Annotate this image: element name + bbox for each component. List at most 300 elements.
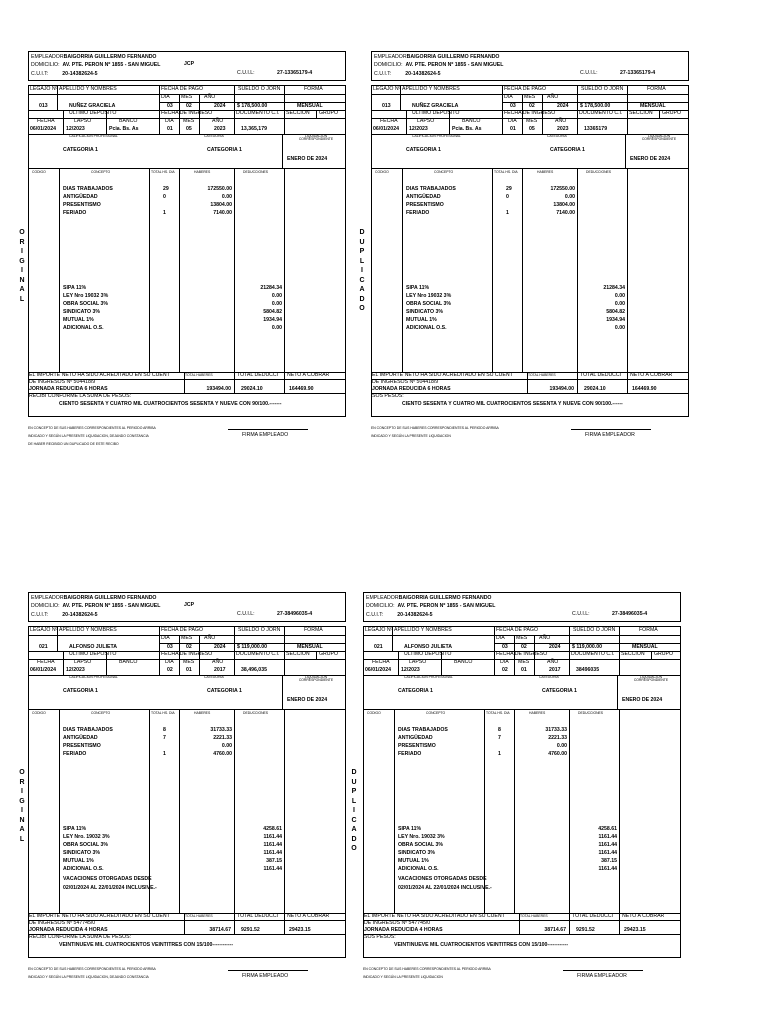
deduction-item: SIPA 11% — [398, 826, 422, 832]
domicilio-value: AV. PTE. PERON Nº 1855 - SAN MIGUEL — [62, 62, 161, 68]
copy-label-letter: D — [351, 769, 357, 776]
ingresos-label: DE INGRESOS Nº 547745/0 — [29, 920, 96, 926]
cuit-value: 20-14382624-5 — [62, 71, 98, 77]
categoria-1: CATEGORIA 1 — [398, 688, 433, 694]
neto-cobrar-label: NETO A COBRAR — [287, 913, 330, 919]
pago-mes: 02 — [186, 103, 192, 109]
cuil-value: 27-13365179-4 — [277, 70, 313, 76]
vacaciones-line-1: VACACIONES OTORGADAS DESDE — [398, 876, 487, 882]
neto-value: 29423.15 — [289, 927, 311, 933]
calificacion-label: CALIFICACION PROFESIONAL — [69, 675, 118, 679]
calificacion-label: CALIFICACION PROFESIONAL — [412, 134, 461, 138]
deduction-item: MUTUAL 1% — [398, 858, 429, 864]
total-hs-value: 1 — [163, 751, 166, 757]
anio-label: AÑO — [212, 118, 224, 124]
cuil-label: C.U.I.L: — [237, 611, 255, 617]
deduction-value: 1161.44 — [598, 834, 617, 840]
deduction-value: 0.00 — [271, 325, 282, 331]
rule-line — [522, 94, 523, 110]
haberes-value: 172550.00 — [550, 186, 575, 192]
rule-line — [59, 709, 60, 913]
ingreso-dia: 01 — [510, 126, 516, 132]
firma-label: FIRMA EMPLEADO — [242, 973, 289, 979]
concepto-item: DIAS TRABAJADOS — [406, 186, 456, 192]
cuil-label: C.U.I.L: — [580, 70, 598, 76]
rule-line — [569, 627, 570, 675]
documento-value: 13,365,179 — [241, 126, 267, 132]
copy-label-letter: G — [19, 797, 25, 805]
concepto-item: ANTIGÜEDAD — [63, 194, 98, 200]
payroll-grid — [28, 626, 346, 958]
employer-line — [366, 595, 491, 601]
rule-line — [394, 709, 395, 913]
haberes-value: 0.00 — [221, 194, 232, 200]
rule-line — [569, 709, 570, 934]
employer-label: EMPLEADOR — [366, 595, 399, 601]
fecha-pago-label: FECHA DE PAGO — [161, 627, 203, 633]
deduction-value: 387.15 — [601, 858, 617, 864]
documento-label: DOCUMENTO C.I. — [236, 651, 280, 657]
sueldo-value: $ 178,500.00 — [237, 103, 268, 109]
total-deduc-label: TOTAL DEDUCCI — [572, 913, 614, 919]
legajo-label: LEGAJO Nº — [373, 86, 401, 92]
cuit-value: 20-14382624-5 — [397, 612, 433, 618]
liquidacion-label: LIQUIDACION CORRESPONDIENTE — [641, 134, 677, 142]
haberes-value: 13804.00 — [553, 202, 575, 208]
rule-line — [284, 86, 285, 134]
forma-value: MENSUAL — [640, 103, 666, 109]
cuit-label: C.U.I.T: — [31, 71, 49, 77]
haberes-value: 4760.00 — [548, 751, 567, 757]
apellido-label: APELLIDO Y NOMBRES — [402, 86, 460, 92]
legajo-label: LEGAJO Nº — [30, 86, 58, 92]
apellido-label: APELLIDO Y NOMBRES — [59, 627, 117, 633]
cuit-label: C.U.I.T: — [31, 612, 49, 618]
cuit-line — [31, 71, 98, 77]
haberes-value: 0.00 — [221, 743, 232, 749]
deduction-item: LEY Nro. 19032 3% — [63, 834, 110, 840]
copy-label-letter: R — [19, 778, 25, 786]
haberes-value: 31733.33 — [545, 727, 567, 733]
codigo-header: CODIGO — [32, 711, 46, 715]
rule-line — [234, 709, 235, 934]
rule-line — [514, 709, 515, 913]
haberes-value: 2221.33 — [548, 735, 567, 741]
rule-line — [372, 168, 688, 169]
total-hs-header: TOTAL HS. DIA — [486, 711, 510, 715]
dia-label: DIA — [496, 635, 505, 641]
fecha-label: FECHA — [37, 659, 55, 665]
employee-name: NUÑEZ GRACIELA — [69, 103, 116, 109]
mes-label: MES — [181, 94, 193, 100]
mes-label: MES — [183, 659, 195, 665]
rule-line — [284, 168, 285, 393]
domicilio-value: AV. PTE. PERON Nº 1855 - SAN MIGUEL — [397, 603, 496, 609]
banco-label: BANCO — [454, 659, 473, 665]
jornada-label: JORNADA REDUCIDA 6 HORAS — [29, 386, 108, 392]
copy-label — [357, 228, 367, 314]
rule-line — [494, 627, 495, 675]
rule-line — [651, 651, 652, 659]
rule-line — [625, 134, 626, 168]
employer-header — [363, 592, 681, 622]
employer-line — [31, 54, 156, 60]
documento-value: 13365179 — [584, 126, 608, 132]
deduction-value: 4258.61 — [263, 826, 282, 832]
grupo-label: GRUPO — [654, 651, 674, 657]
employer-label: EMPLEADOR — [31, 595, 64, 601]
rule-line — [522, 168, 523, 372]
employer-line — [374, 54, 499, 60]
haberes-value: 172550.00 — [207, 186, 232, 192]
sueldo-value: $ 119,000.00 — [572, 644, 603, 650]
anio-label: AÑO — [204, 635, 216, 641]
ultimo-dep-label: ULTIMO DEPOSITO — [69, 110, 117, 116]
rule-line — [364, 934, 680, 935]
deduction-item: ADICIONAL O.S. — [398, 866, 439, 872]
haberes-value: 2221.33 — [213, 735, 232, 741]
ingreso-mes: 05 — [529, 126, 535, 132]
neto-value: 29423.15 — [624, 927, 646, 933]
lapso-label: LAPSO — [74, 118, 92, 124]
anio-label: AÑO — [212, 659, 224, 665]
documento-label: DOCUMENTO C.I. — [579, 110, 623, 116]
copy-label-letter: U — [359, 238, 365, 246]
rule-line — [406, 110, 407, 134]
categoria-1: CATEGORIA 1 — [406, 147, 441, 153]
rule-line — [617, 675, 618, 709]
forma-value: MENSUAL — [297, 103, 323, 109]
codigo-header: CODIGO — [375, 170, 389, 174]
suma-texto: VEINTINUEVE MIL CUATROCIENTOS VEINTITRES CON 15/100------------ — [59, 942, 234, 948]
receipt-2 — [371, 51, 689, 471]
pago-anio: 2024 — [557, 103, 569, 109]
total-deduc-label: TOTAL DEDUCCI — [237, 913, 279, 919]
grupo-label: GRUPO — [662, 110, 682, 116]
rule-line — [402, 168, 403, 372]
deduction-value: 0.00 — [271, 301, 282, 307]
deduction-value: 1161.44 — [263, 850, 282, 856]
rule-line — [627, 168, 628, 393]
total-hs-header: TOTAL HS. DIA — [151, 711, 175, 715]
legajo-value: 013 — [39, 103, 48, 109]
jornada-label: JORNADA REDUCIDA 4 HORAS — [29, 927, 108, 933]
dep-fecha: 06/01/2024 — [30, 667, 56, 673]
pago-mes: 02 — [529, 103, 535, 109]
total-haberes-value: 38714.67 — [209, 927, 231, 933]
categoria-label: CATEGORIA — [547, 134, 567, 138]
domicilio-line — [31, 603, 160, 609]
copy-label-letter: U — [351, 778, 357, 786]
rule-line — [29, 709, 345, 710]
neto-cobrar-label: NETO A COBRAR — [622, 913, 665, 919]
copy-label-letter: I — [21, 807, 23, 814]
categoria-2: CATEGORIA 1 — [207, 688, 242, 694]
rule-line — [316, 110, 317, 118]
dep-fecha: 06/01/2024 — [30, 126, 56, 132]
deduction-value: 0.00 — [271, 293, 282, 299]
legajo-label: LEGAJO Nº — [30, 627, 58, 633]
cuit-line — [374, 71, 441, 77]
rule-line — [149, 168, 150, 372]
copy-label-letter: L — [351, 797, 357, 805]
rule-line — [159, 86, 160, 134]
rule-line — [179, 709, 180, 913]
rule-line — [59, 168, 60, 372]
domicilio-line — [374, 62, 503, 68]
seccion-label: SECCION — [621, 651, 645, 657]
extra-code: JCP — [184, 61, 195, 67]
dep-banco: Pcia. Bs. As — [452, 126, 482, 132]
banco-label: BANCO — [462, 118, 481, 124]
domicilio-label: DOMICILIO: — [374, 62, 403, 68]
total-deduc-value: 9291.52 — [576, 927, 595, 933]
rule-line — [619, 709, 620, 934]
dep-lapso: 12/2023 — [66, 667, 85, 673]
total-hs-header: TOTAL HS. DIA — [151, 170, 175, 174]
rule-line — [577, 168, 578, 393]
deduction-value: 1161.44 — [263, 842, 282, 848]
total-haberes-value: 38714.67 — [544, 927, 566, 933]
deduction-value: 1161.44 — [263, 866, 282, 872]
deduction-value: 4258.61 — [598, 826, 617, 832]
concepto-item: PRESENTISMO — [63, 743, 101, 749]
fecha-label: FECHA — [372, 659, 390, 665]
total-hs-value: 8 — [498, 727, 501, 733]
employer-name: BAIGORRIA GUILLERMO FERNANDO — [398, 595, 492, 601]
rule-line — [284, 627, 285, 675]
documento-label: DOCUMENTO C.I. — [571, 651, 615, 657]
copy-label — [349, 768, 359, 854]
deduction-item: SINDICATO 3% — [406, 309, 443, 315]
total-deduc-label: TOTAL DEDUCCI — [237, 372, 279, 378]
jornada-label: JORNADA REDUCIDA 4 HORAS — [364, 927, 443, 933]
rule-line — [63, 651, 64, 675]
total-hs-value: 7 — [498, 735, 501, 741]
forma-label: FORMA — [639, 627, 658, 633]
rule-line — [659, 110, 660, 118]
pago-anio: 2024 — [214, 644, 226, 650]
recibi-label: SOS PESOS: — [364, 934, 396, 940]
total-hs-value: 0 — [506, 194, 509, 200]
rule-line — [502, 86, 503, 134]
concepto-header: CONCEPTO — [434, 170, 454, 174]
neto-label: EL IMPORTE NETO HA SIDO ACREDITADO EN SU CUENT — [372, 372, 513, 378]
pago-mes: 02 — [186, 644, 192, 650]
copy-label-letter: D — [351, 835, 357, 843]
liquidacion-label: LIQUIDACION CORRESPONDIENTE — [298, 675, 334, 683]
employer-name: BAIGORRIA GUILLERMO FERNANDO — [63, 54, 157, 60]
calificacion-label: CALIFICACION PROFESIONAL — [69, 134, 118, 138]
categoria-2: CATEGORIA 1 — [542, 688, 577, 694]
ingreso-dia: 01 — [167, 126, 173, 132]
anio-label: AÑO — [555, 118, 567, 124]
cuil-value: 27-38496035-4 — [612, 611, 648, 617]
deduction-item: LEY Nro. 19032 3% — [398, 834, 445, 840]
concepto-item: FERIADO — [406, 210, 430, 216]
ingreso-anio: 2023 — [214, 126, 226, 132]
lapso-label: LAPSO — [417, 118, 435, 124]
rule-line — [282, 134, 283, 168]
legajo-value: 013 — [382, 103, 391, 109]
footer-line-3: DE HABER RECIBIDO UN DUPLICADO DE ESTE RECIBO — [28, 442, 119, 446]
ultimo-dep-label: ULTIMO DEPOSITO — [412, 110, 460, 116]
pago-dia: 03 — [502, 644, 508, 650]
total-hs-header: TOTAL HS. DIA — [494, 170, 518, 174]
dep-banco: Pcia. Bs. As — [109, 126, 139, 132]
deduction-value: 1934.94 — [606, 317, 625, 323]
ingreso-dia: 02 — [167, 667, 173, 673]
rule-line — [364, 709, 680, 710]
total-deduc-value: 29024.10 — [241, 386, 263, 392]
copy-label-letter: P — [359, 248, 365, 255]
haberes-value: 0.00 — [564, 194, 575, 200]
footer-line-1: EN CONCEPTO DE SUS HABERES CORRESPONDIENTES AL PERIODO ARRIBA — [28, 426, 156, 430]
domicilio-line — [31, 62, 160, 68]
dia-label: DIA — [161, 94, 170, 100]
legajo-value: 021 — [39, 644, 48, 650]
domicilio-label: DOMICILIO: — [366, 603, 395, 609]
firma-label: FIRMA EMPLEADOR — [577, 973, 627, 979]
deduction-item: OBRA SOCIAL 3% — [398, 842, 443, 848]
domicilio-label: DOMICILIO: — [31, 62, 60, 68]
copy-label-letter: L — [19, 835, 25, 843]
forma-label: FORMA — [304, 86, 323, 92]
receipt-1 — [28, 51, 346, 471]
documento-label: DOCUMENTO C.I. — [236, 110, 280, 116]
employer-line — [31, 595, 156, 601]
copy-label-letter: D — [359, 229, 365, 236]
forma-label: FORMA — [304, 627, 323, 633]
dia-label: DIA — [165, 659, 174, 665]
deduction-item: ADICIONAL O.S. — [406, 325, 447, 331]
sueldo-label: SUELDO O JORN — [238, 86, 281, 92]
haberes-header: HABERES — [194, 170, 211, 174]
categoria-1: CATEGORIA 1 — [63, 147, 98, 153]
haberes-header: HABERES — [537, 170, 554, 174]
copy-label-letter: I — [21, 267, 23, 274]
deduction-value: 1161.44 — [598, 842, 617, 848]
mes-label: MES — [181, 635, 193, 641]
copy-label-letter: D — [359, 295, 365, 303]
rule-line — [484, 709, 485, 913]
payroll-grid — [363, 626, 681, 958]
legajo-value: 021 — [374, 644, 383, 650]
concepto-header: CONCEPTO — [426, 711, 446, 715]
ingreso-mes: 05 — [186, 126, 192, 132]
rule-line — [199, 635, 200, 651]
copy-label — [17, 768, 27, 844]
documento-value: 38,496,035 — [241, 667, 267, 673]
copy-label-letter: O — [359, 305, 365, 312]
banco-label: BANCO — [119, 659, 138, 665]
fecha-ingreso-label: FECHA DE INGRESO — [504, 110, 556, 116]
total-deduc-value: 9291.52 — [241, 927, 260, 933]
copy-label-letter: C — [351, 816, 357, 824]
deduction-item: ADICIONAL O.S. — [63, 325, 104, 331]
dep-fecha: 06/01/2024 — [365, 667, 391, 673]
concepto-item: DIAS TRABAJADOS — [398, 727, 448, 733]
categoria-2: CATEGORIA 1 — [550, 147, 585, 153]
total-haberes-label: TOTAL HABERES — [520, 914, 548, 918]
apellido-label: APELLIDO Y NOMBRES — [59, 86, 117, 92]
footer-line-1: EN CONCEPTO DE SUS HABERES CORRESPONDIENTES AL PERIODO ARRIBA — [28, 967, 156, 971]
copy-label-letter: L — [19, 295, 25, 303]
domicilio-value: AV. PTE. PERON Nº 1855 - SAN MIGUEL — [405, 62, 504, 68]
footer-line-1: EN CONCEPTO DE SUS HABERES CORRESPONDIENTES AL PERIODO ARRIBA — [363, 967, 491, 971]
dep-lapso: 12/2023 — [409, 126, 428, 132]
deduction-value: 1934.94 — [263, 317, 282, 323]
ingreso-mes: 01 — [186, 667, 192, 673]
fecha-label: FECHA — [37, 118, 55, 124]
employee-name: ALFONSO JULIETA — [69, 644, 118, 650]
ingreso-anio: 2017 — [549, 667, 561, 673]
cuil-value: 27-38496035-4 — [277, 611, 313, 617]
fecha-pago-label: FECHA DE PAGO — [496, 627, 538, 633]
deduction-item: SINDICATO 3% — [63, 309, 100, 315]
copy-label-letter: C — [359, 276, 365, 284]
seccion-label: SECCION — [286, 110, 310, 116]
total-hs-value: 1 — [506, 210, 509, 216]
receipt-4 — [363, 592, 681, 1012]
deducciones-header: DEDUCCIONES — [586, 170, 612, 174]
haberes-value: 0.00 — [556, 743, 567, 749]
anio-label: AÑO — [539, 635, 551, 641]
vacaciones-line-2: 02/01/2024 AL 22/01/2024 INCLUSIVE.- — [63, 885, 157, 891]
grupo-label: GRUPO — [319, 651, 339, 657]
employee-name: NUÑEZ GRACIELA — [412, 103, 459, 109]
copy-label-letter: R — [19, 238, 25, 246]
rule-line — [534, 635, 535, 651]
domicilio-label: DOMICILIO: — [31, 603, 60, 609]
recibi-label: SOS PESOS: — [372, 393, 404, 399]
sueldo-label: SUELDO O JORN — [581, 86, 624, 92]
concepto-header: CONCEPTO — [91, 170, 111, 174]
cuit-line — [366, 612, 433, 618]
anio-label: AÑO — [547, 659, 559, 665]
rule-line — [234, 86, 235, 134]
deduction-value: 1161.44 — [598, 850, 617, 856]
forma-value: MENSUAL — [632, 644, 658, 650]
deduction-item: SINDICATO 3% — [63, 850, 100, 856]
mes-label: MES — [518, 659, 530, 665]
deduction-item: OBRA SOCIAL 3% — [63, 301, 108, 307]
total-hs-value: 29 — [163, 186, 169, 192]
firma-line — [571, 429, 651, 430]
copy-label-letter: N — [19, 276, 25, 284]
pago-dia: 03 — [167, 644, 173, 650]
cuit-label: C.U.I.T: — [366, 612, 384, 618]
concepto-item: FERIADO — [398, 751, 422, 757]
fecha-pago-label: FECHA DE PAGO — [161, 86, 203, 92]
dep-lapso: 12/2023 — [401, 667, 420, 673]
copy-label-letter: A — [351, 826, 357, 833]
mes-label: MES — [183, 118, 195, 124]
fecha-pago-label: FECHA DE PAGO — [504, 86, 546, 92]
deduction-item: LEY Nro 19032 3% — [406, 293, 452, 299]
cuit-value: 20-14382624-5 — [405, 71, 441, 77]
neto-value: 164469.90 — [632, 386, 657, 392]
rule-line — [398, 651, 399, 675]
mes-label: MES — [524, 94, 536, 100]
copy-label-letter: N — [19, 816, 25, 824]
copy-label-letter: A — [19, 826, 25, 833]
cuit-label: C.U.I.T: — [374, 71, 392, 77]
concepto-item: PRESENTISMO — [398, 743, 436, 749]
dep-fecha: 06/01/2024 — [373, 126, 399, 132]
rule-line — [372, 393, 688, 394]
deduction-item: MUTUAL 1% — [63, 858, 94, 864]
